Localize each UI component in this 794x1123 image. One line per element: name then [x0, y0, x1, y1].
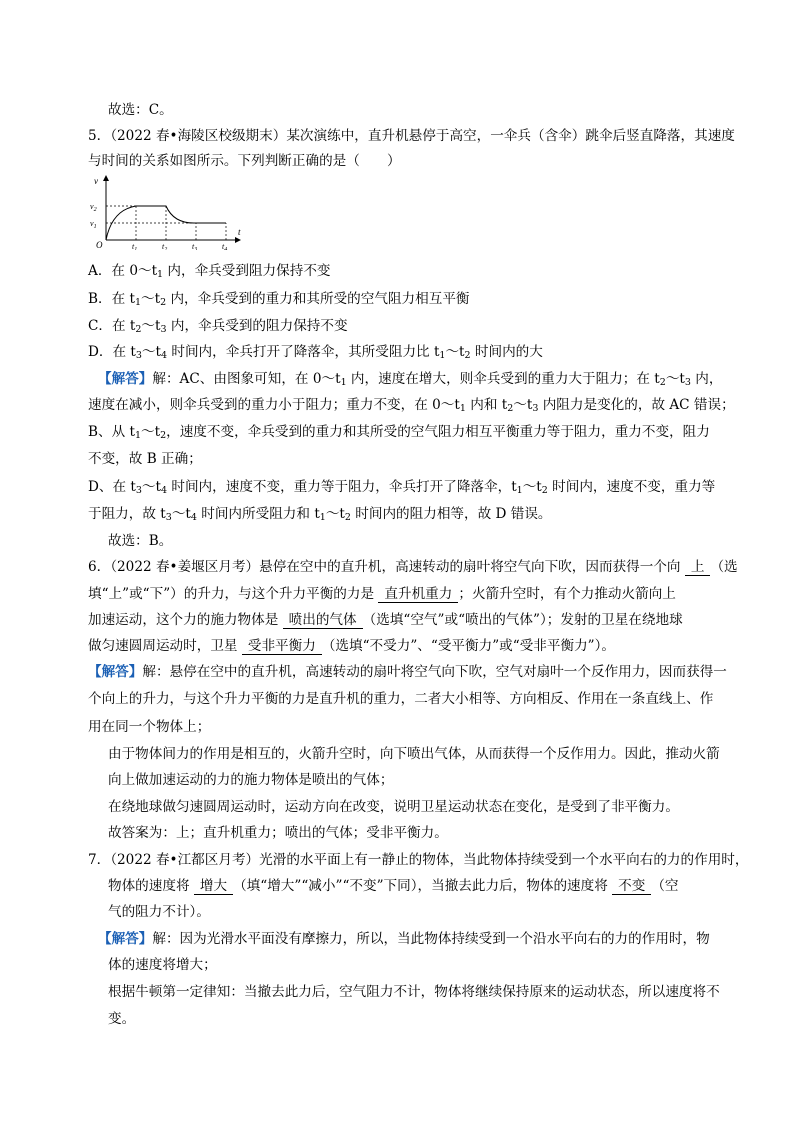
q6-blank-3: 喷出的气体: [283, 613, 363, 629]
q7-stem-line-1: 7．（2022 春•江都区月考）光滑的水平面上有一静止的物体，当此物体持续受到一个水平向右的力的作用时，: [88, 852, 749, 868]
q6-analysis-line-5: 向上做加速运动的力的施力物体是喷出的气体；: [108, 772, 394, 788]
q5-analysis-line-5: D、在 $t_3\sim t_4$ 时间内，速度不变，重力等于阻力，伞兵打开了降落伞，$t_1\sim t_2$ 时间内，速度不变，重力等: [88, 479, 716, 496]
q7-stem-line-3: 气的阻力不计）。: [108, 904, 210, 920]
q5-option-d: D．在 $t_3\sim t_4$ 时间内，伞兵打开了降落伞，其所受阻力比 $t_1\sim t_2$ 时间内的大: [88, 344, 543, 361]
q6-analysis-line-4: 由于物体间力的作用是相互的，火箭升空时，向下喷出气体，从而获得一个反作用力。因此，推动火箭: [108, 746, 720, 762]
q6-blank-1: 上: [685, 560, 711, 576]
q5-option-a: A．在 $0\sim t_1$ 内，伞兵受到阻力保持不变: [88, 263, 331, 280]
q5-analysis-line-4: 不变，故 B 正确；: [88, 451, 202, 467]
origin-label: O: [96, 240, 103, 250]
q7-stem-line-2: 物体的速度将 增大 （填“增大”“减小”“不变”下同），当撤去此力后，物体的速度将 不变 （空: [108, 878, 679, 894]
analysis-tag: 【解答】: [88, 664, 143, 680]
q7-blank-2: 不变: [612, 879, 651, 895]
q6-analysis-line-6: 在绕地球做匀速圆周运动时，运动方向在改变，说明卫星运动状态在变化，是受到了非平衡力。: [108, 799, 679, 815]
q7-analysis-line-1: 【解答】解：因为光滑水平面没有摩擦力，所以，当此物体持续受到一个沿水平向右的力的作用时，物: [98, 931, 710, 947]
x-tick-label: $t_3$: [192, 242, 198, 250]
x-tick-label: $t_1$: [132, 242, 138, 250]
q6-blank-4: 受非平衡力: [242, 639, 322, 655]
q6-stem-line-3: 加速运动，这个力的施力物体是 喷出的气体 （选填“空气”或“喷出的气体”）；发射的卫星在绕地球: [88, 612, 683, 628]
q5-option-c: C．在 $t_2\sim t_3$ 内，伞兵受到的阻力保持不变: [88, 318, 348, 335]
q5-option-b: B．在 $t_1\sim t_2$ 内，伞兵受到的重力和其所受的空气阻力相互平衡: [88, 291, 470, 308]
q6-analysis-line-1: 【解答】解：悬停在空中的直升机，高速转动的扇叶将空气向下吹，空气对扇叶一个反作用力，因而获得一: [88, 664, 727, 680]
q7-analysis-line-2: 体的速度将增大；: [108, 957, 217, 973]
q6-analysis-line-2: 个向上的升力，与这个升力平衡的力是直升机的重力，二者大小相等、方向相反、作用在一条直线上、作: [88, 691, 714, 707]
q5-stem-line-2: 与时间的关系如图所示。下列判断正确的是（ ）: [88, 153, 401, 169]
q6-analysis-line-3: 用在同一个物体上；: [88, 719, 211, 735]
q6-stem-line-1: 6．（2022 春•姜堰区月考）悬停在空中的直升机，高速转动的扇叶将空气向下吹，因而获得一个向 上 （选: [88, 559, 738, 575]
q5-analysis-line-1: 【解答】解：AC、由图象可知，在 $0\sim t_1$ 内，速度在增大，则伞兵受到的重力大于阻力；在 $t_2\sim t_3$ 内，: [98, 371, 723, 388]
q7-blank-1: 增大: [194, 879, 233, 895]
y-tick-label: $v_2$: [90, 202, 97, 213]
x-tick-label: $t_2$: [162, 242, 168, 250]
q5-stem-line-1: 5．（2022 春•海陵区校级期末）某次演练中，直升机悬停于高空，一伞兵（含伞）跳伞后竖直降落，其速度: [88, 128, 735, 144]
analysis-tag: 【解答】: [98, 371, 153, 387]
q6-answer: 故答案为：上；直升机重力；喷出的气体；受非平衡力。: [108, 825, 448, 841]
y-axis-label: v: [94, 176, 98, 186]
q5-analysis-line-6: 于阻力，故 $t_3\sim t_4$ 时间内所受阻力和 $t_1\sim t_2$ 时间内的阻力相等，故 D 错误。: [88, 506, 552, 523]
analysis-tag: 【解答】: [98, 931, 153, 947]
x-tick-label: $t_4$: [222, 242, 228, 250]
q6-stem-line-4: 做匀速圆周运动时，卫星 受非平衡力 （选填“不受力”、“受平衡力”或“受非平衡力”）。: [88, 638, 616, 654]
q5-analysis-line-2: 速度在减小，则伞兵受到的重力小于阻力；重力不变，在 $0\sim t_1$ 内和 $t_2\sim t_3$ 内阻力是变化的，故 AC 错误；: [88, 397, 735, 414]
x-axis-label: t: [238, 227, 241, 237]
q6-blank-2: 直升机重力: [378, 587, 458, 603]
y-tick-label: $v_1$: [90, 219, 97, 230]
q4-answer: 故选：C。: [108, 102, 173, 118]
q6-stem-line-2: 填“上”或“下”）的升力，与这个升力平衡的力是 直升机重力 ；火箭升空时，有个力推动火箭向上: [88, 586, 676, 602]
q5-answer: 故选：B。: [108, 533, 173, 549]
q7-analysis-line-4: 变。: [108, 1011, 136, 1027]
q7-analysis-line-3: 根据牛顿第一定律知：当撤去此力后，空气阻力不计，物体将继续保持原来的运动状态，所以速度将不: [108, 984, 720, 1000]
q5-analysis-line-3: B、从 $t_1\sim t_2$，速度不变，伞兵受到的重力和其所受的空气阻力相互平衡重力等于阻力，重力不变，阻力: [88, 424, 710, 441]
velocity-time-chart: [88, 170, 248, 250]
